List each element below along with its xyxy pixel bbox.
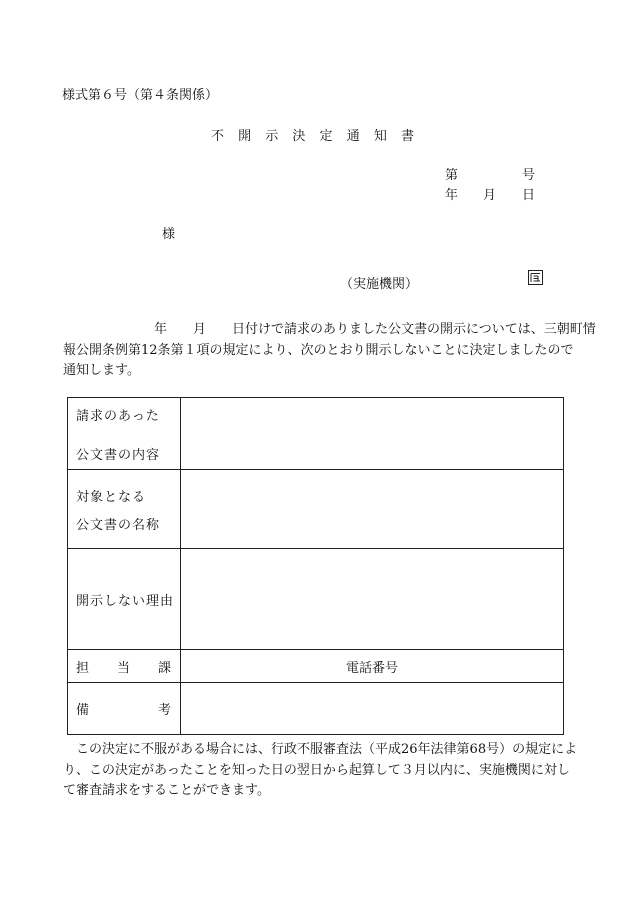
body-line-2: 報公開条例第12条第１項の規定により、次のとおり開示しないことに決定しましたので [63, 342, 574, 358]
target-name-field[interactable] [181, 470, 564, 549]
decision-details-table [67, 397, 564, 735]
notice-line-2: り、この決定があったことを知った日の翌日から起算して３月以内に、実施機関に対し [63, 762, 570, 778]
appeal-notice [63, 740, 577, 802]
target-name-label: 対象となる 公文書の名称 [68, 470, 181, 549]
remarks-label: 備 考 [68, 683, 181, 735]
notice-line-3: て審査請求をすることができます。 [63, 783, 270, 798]
remarks-field[interactable] [181, 683, 564, 735]
phone-number-field[interactable]: 電話番号 [181, 650, 564, 683]
notice-line-1: この決定に不服がある場合には、行政不服審査法（平成26年法律第68号）の規定によ [63, 742, 578, 757]
request-content-field[interactable] [181, 398, 564, 470]
form-number: 様式第６号（第４条関係） [62, 88, 219, 103]
reason-label: 開示しない理由 [68, 549, 181, 650]
date-year-label: 年 [445, 188, 459, 203]
document-title: 不 開 示 決 定 通 知 書 [211, 129, 419, 144]
date-month-label: 月 [483, 188, 497, 203]
date-day-label: 日 [522, 188, 536, 203]
addressee-honorific: 様 [162, 227, 176, 242]
body-line-3: 通知します。 [63, 363, 140, 378]
request-content-label: 請求のあった 公文書の内容 [68, 398, 181, 470]
number-suffix: 号 [522, 168, 536, 183]
agency-label: （実施機関） [340, 277, 419, 292]
body-line-1: 年 月 日付けで請求のありました公文書の開示については、三朝町情 [63, 322, 596, 337]
department-label: 担 当 課 [68, 650, 181, 683]
seal-stamp-icon [528, 270, 543, 285]
number-prefix: 第 [445, 168, 459, 183]
body-paragraph [63, 320, 596, 382]
reason-field[interactable] [181, 549, 564, 650]
